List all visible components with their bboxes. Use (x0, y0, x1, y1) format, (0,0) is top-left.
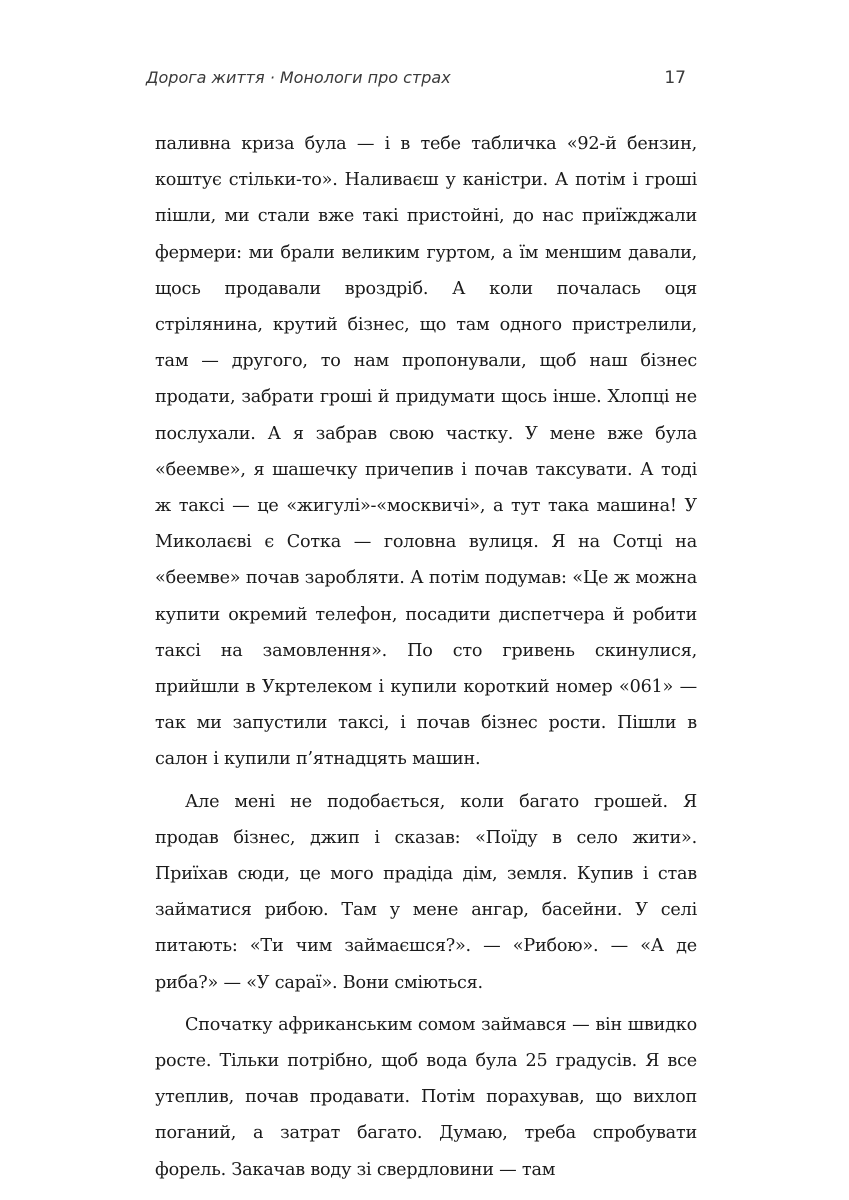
body-text (155, 126, 697, 1188)
page-number: 17 (664, 68, 686, 88)
paragraph: Спочатку африканським сомом займався — він швидко росте. Тільки потрібно, щоб вода була 25 градусів. Я все утеплив, почав продавати. Потім порахував, що вихлоп поганий, а затрат багато. Думаю, треба спробувати форель. Закачав воду зі свердловини — там (155, 1014, 697, 1180)
running-header (146, 68, 686, 94)
paragraph: паливна криза була — і в тебе табличка «92-й бензин, коштує стільки-то». Наливаєш у каністри. А потім і гроші пішли, ми стали вже такі пристойні, до нас приїжджали фермери: ми брали великим гуртом, а їм меншим давали, щось продавали вроздріб. А коли почалась оця стрілянина, крутий бізнес, що там одного пристрелили, там — другого, то нам пропонували, щоб наш бізнес продати, забрати гроші й придумати щось інше. Хлопці не послухали. А я забрав свою частку. У мене вже була «беемве», я шашечку причепив і почав таксувати. А тоді ж таксі — це «жигулі»-«москвичі», а тут така машина! У Миколаєві є Сотка — головна вулиця. Я на Сотці на «беемве» почав заробляти. А потім подумав: «Це ж можна купити окремий телефон, посадити диспетчера й робити таксі на замовлення». По сто гривень скинулися, прийшли в Укртелеком і купили короткий номер «061» — так ми запустили таксі, і почав бізнес рости. Пішли в салон і купили п’ятнадцять машин. (155, 134, 697, 770)
paragraph: Але мені не подобається, коли багато грошей. Я продав бізнес, джип і сказав: «Поїду в село жити». Приїхав сюди, це мого прадіда дім, земля. Купив і став займатися рибою. Там у мене ангар, басейни. У селі питають: «Ти чим займаєшся?». — «Рибою». — «А де риба?» — «У сараї». Вони сміються. (155, 791, 697, 993)
running-header-title: Дорога життя · Монологи про страх (146, 68, 451, 87)
